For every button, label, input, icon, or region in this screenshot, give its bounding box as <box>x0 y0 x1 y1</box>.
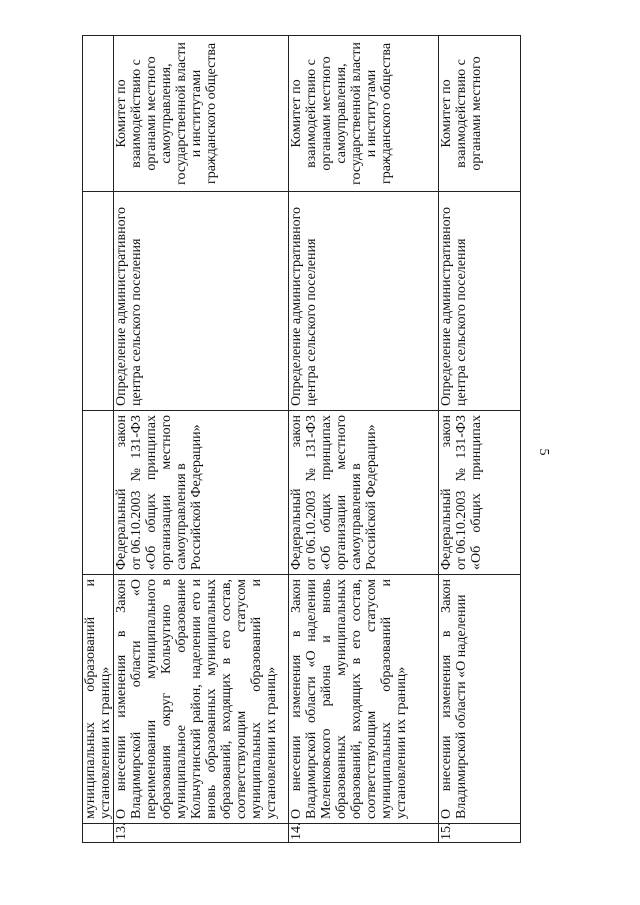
num-cell <box>83 824 114 843</box>
subject-cell <box>83 192 114 411</box>
subject-cell: Определение административного центра сельского поселения <box>114 192 289 411</box>
act-cell: муниципальных образований и установлении их границ» <box>83 575 114 824</box>
num-cell: 13. <box>114 824 289 843</box>
act-cell: О внесении изменения в Закон Владимирской области «О переименовании муниципального образования округ Кольчугино в муниципальное образование Кольчугинский район, наделении его и вновь образованных муниципальных образований, входящих в его состав, соответствующим статусом муниципальных образований и установлении их границ» <box>114 575 289 824</box>
num-cell: 14. <box>289 824 439 843</box>
table-row <box>439 36 521 843</box>
table-row-continuation <box>83 36 114 843</box>
law-cell: Федеральный закон от 06.10.2003 № 131-ФЗ «Об общих принципах организации местного самоуправления в Российской Федерации» <box>114 411 289 575</box>
law-cell <box>83 411 114 575</box>
page-number: 5 <box>536 448 551 456</box>
law-cell: Федеральный закон от 06.10.2003 № 131-ФЗ «Об общих принципах организации местного самоуправления в Российской Федерации» <box>289 411 439 575</box>
responsible-cell: Комитет по взаимодействию с органами местного самоуправления, государственной власти и институтами гражданского общества <box>114 36 289 192</box>
responsible-cell: Комитет по взаимодействию с органами местного самоуправления, государственной власти и институтами гражданского общества <box>289 36 439 192</box>
act-cell: О внесении изменения в Закон Владимирской области «О наделении Меленковского района и вновь образованных муниципальных образований, входящих в его состав, соответствующим статусом муниципальных образований и установлении их границ» <box>289 575 439 824</box>
responsible-cell: Комитет по взаимодействию с органами местного <box>439 36 521 192</box>
document-table <box>82 35 519 843</box>
num-cell: 15. <box>439 824 521 843</box>
responsible-cell <box>83 36 114 192</box>
subject-cell: Определение административного центра сельского поселения <box>289 192 439 411</box>
table-row <box>289 36 439 843</box>
table-row <box>114 36 289 843</box>
law-cell: Федеральный закон от 06.10.2003 № 131-ФЗ «Об общих принципах <box>439 411 521 575</box>
act-cell: О внесении изменения в Закон Владимирской области «О наделении <box>439 575 521 824</box>
subject-cell: Определение административного центра сельского поселения <box>439 192 521 411</box>
